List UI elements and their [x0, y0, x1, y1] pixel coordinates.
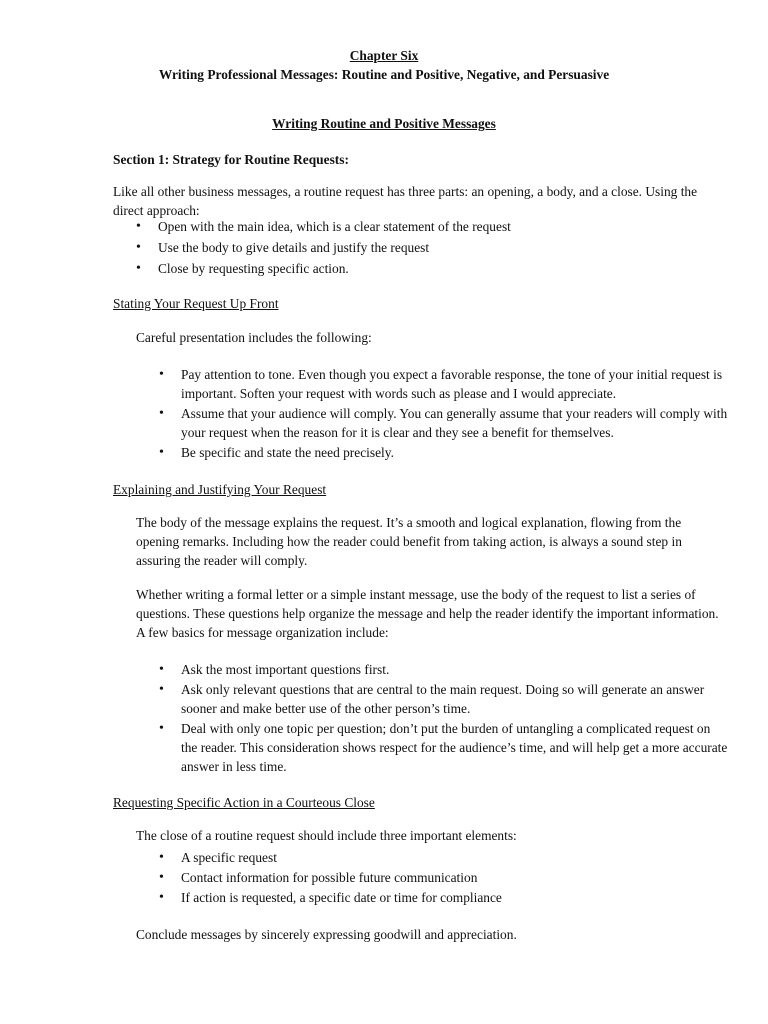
list-item: • Use the body to give details and justify the request [158, 238, 728, 257]
list-item: • Close by requesting specific action. [158, 259, 728, 278]
explaining-paragraph-2: Whether writing a formal letter or a simple instant message, use the body of the request to list a series of questions. These questions help organize the message and help the reader identify the important information. A few basics for message organization include: [136, 587, 719, 640]
explaining-heading: Explaining and Justifying Your Request [113, 482, 327, 497]
section1-bullet-list [158, 217, 728, 280]
list-item: • Deal with only one topic per question; don’t put the burden of untangling a complicated request on the reader. This consideration shows respect for the audience’s time, and will help get a more accurate answer in less time. [181, 719, 729, 776]
list-item: • Ask the most important questions first. [181, 660, 729, 679]
part-title: Writing Routine and Positive Messages [272, 116, 496, 131]
explaining-paragraph-1: The body of the message explains the request. It’s a smooth and logical explanation, flowing from the opening remarks. Including how the reader could benefit from taking action, is always a sound step in assuring the reader will comply. [136, 515, 682, 568]
section1-heading: Section 1: Strategy for Routine Requests: [113, 152, 349, 167]
requesting-bullet-list [181, 848, 729, 908]
list-item: • A specific request [181, 848, 729, 867]
list-item: • Pay attention to tone. Even though you expect a favorable response, the tone of your initial request is important. Soften your request with words such as please and I would appreciate. [181, 365, 729, 403]
stating-heading: Stating Your Request Up Front [113, 296, 279, 311]
requesting-intro: The close of a routine request should include three important elements: [136, 828, 517, 843]
section1-intro: Like all other business messages, a routine request has three parts: an opening, a body, and a close. Using the direct approach: [113, 184, 698, 218]
requesting-heading: Requesting Specific Action in a Courteous Close [113, 795, 375, 810]
stating-intro: Careful presentation includes the following: [136, 330, 372, 345]
list-item: • Be specific and state the need precisely. [181, 443, 729, 462]
stating-bullet-list [181, 365, 729, 463]
list-item: • Contact information for possible future communication [181, 868, 729, 887]
chapter-label: Chapter Six [349, 48, 419, 63]
list-item: • Assume that your audience will comply. You can generally assume that your readers will comply with your request when the reason for it is clear and they see a benefit for themselves. [181, 404, 729, 442]
explaining-bullet-list [181, 660, 729, 777]
chapter-title: Writing Professional Messages: Routine and Positive, Negative, and Persuasive [158, 67, 610, 82]
list-item: • If action is requested, a specific date or time for compliance [181, 888, 729, 907]
list-item: • Open with the main idea, which is a clear statement of the request [158, 217, 728, 236]
requesting-conclusion: Conclude messages by sincerely expressing goodwill and appreciation. [136, 927, 517, 942]
list-item: • Ask only relevant questions that are central to the main request. Doing so will generate an answer sooner and make better use of the other person’s time. [181, 680, 729, 718]
